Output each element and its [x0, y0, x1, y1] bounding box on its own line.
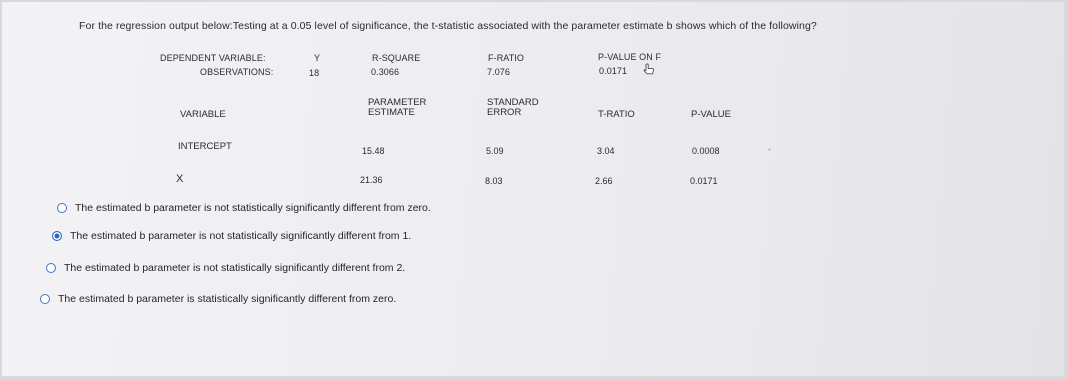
row-x-p-value: 0.0171 [690, 176, 718, 186]
row-intercept-p-value: 0.0008 [692, 146, 720, 156]
header-parameter-estimate-line2: ESTIMATE [368, 107, 415, 118]
answer-option-3[interactable] [46, 262, 405, 274]
radio-button-icon[interactable] [57, 203, 67, 213]
row-intercept-variable: INTERCEPT [178, 141, 232, 152]
speck-mark [768, 148, 771, 151]
question-panel [2, 2, 1064, 376]
radio-button-selected-icon[interactable] [52, 231, 62, 241]
p-value-f-label: P-VALUE ON F [598, 52, 662, 62]
answer-option-1[interactable] [57, 202, 431, 214]
row-x-estimate: 21.36 [360, 175, 383, 185]
radio-button-icon[interactable] [46, 263, 56, 273]
header-t-ratio: T-RATIO [598, 109, 635, 120]
answer-option-2-label: The estimated b parameter is not statistically significantly different from 1. [70, 230, 412, 242]
header-p-value: P-VALUE [691, 109, 731, 120]
header-standard-error-line2: ERROR [487, 107, 522, 118]
f-ratio-value: 7.076 [487, 67, 511, 77]
row-intercept-estimate: 15.48 [362, 146, 385, 156]
header-standard-error-line1: STANDARD [487, 97, 539, 108]
answer-option-1-label: The estimated b parameter is not statistically significantly different from zero. [75, 202, 431, 214]
answer-option-3-label: The estimated b parameter is not statistically significantly different from 2. [64, 262, 406, 274]
answer-option-2[interactable] [52, 230, 411, 242]
f-ratio-label: F-RATIO [488, 53, 525, 63]
row-x-t-ratio: 2.66 [595, 176, 613, 186]
answer-option-4[interactable] [40, 293, 396, 305]
row-intercept-std-error: 5.09 [486, 146, 504, 156]
row-intercept-t-ratio: 3.04 [597, 146, 615, 156]
r-square-label: R-SQUARE [372, 53, 421, 63]
pointer-hand-icon [643, 63, 655, 75]
header-variable: VARIABLE [180, 109, 226, 120]
answer-option-4-label: The estimated b parameter is statistically significantly different from zero. [58, 293, 397, 305]
row-x-std-error: 8.03 [485, 176, 503, 186]
observations-value: 18 [309, 68, 320, 78]
radio-button-icon[interactable] [40, 294, 50, 304]
question-text: For the regression output below:Testing at a 0.05 level of significance, the t-statistic associated with the parameter estimate b shows which of the following? [79, 20, 817, 32]
header-parameter-estimate-line1: PARAMETER [368, 97, 427, 108]
dependent-variable-label: DEPENDENT VARIABLE: [160, 53, 266, 63]
p-value-f-value: 0.0171 [599, 66, 628, 76]
row-x-variable: X [176, 173, 184, 185]
dependent-variable-value: Y [314, 53, 321, 63]
r-square-value: 0.3066 [371, 67, 400, 77]
observations-label: OBSERVATIONS: [200, 67, 274, 77]
